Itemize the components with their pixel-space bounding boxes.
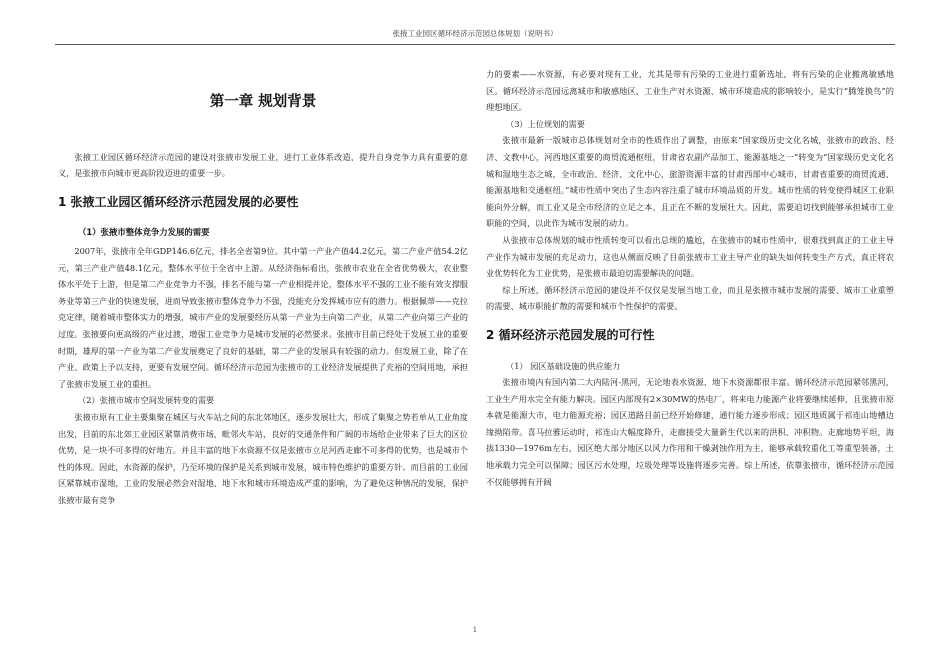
subsection-1-3-paragraph-1: 张掖市最新一版城市总体规划对全市的性质作出了调整，由原来“国家级历史文化名城，张掖市的政治、经济、文教中心，河西地区重要的商贸流通枢纽，甘肃省农副产品加工、能源基地之一”转变为“国家级历史文化名城和湿地生态之城，全市政治、经济、文化中心，旅游资源丰富的甘肃西部中心城市，甘肃省重要的商贸流通、能源基地和交通枢纽。”城市性质中突出了生态内容注重了城市环境品质的开发。城市性质的转变使得城区工业职能向外分解，而工业又是全市经济的立足之本，且正在不断的发展壮大。因此，需要迫切找到能够承担城市工业职能的空间，以此作为城市发展的动力。 — [486, 135, 894, 229]
subsection-2-1-heading: （1） 园区基础设施的供应能力 — [506, 360, 621, 371]
chapter-title: 第一章 规划背景 — [209, 94, 317, 110]
section-2-heading: 2 循环经济示范园发展的可行性 — [486, 327, 655, 342]
header-rule — [55, 44, 895, 45]
left-column — [58, 66, 468, 508]
subsection-1-2-paragraph-continued: 力的要素——水资源，有必要对现有工业，尤其是带有污染的工业进行重新选址，将有污染的企业搬离敏感地区。循环经济示范园远离城市和敏感地区，工业生产对水资源、城市环境造成的影响较小，是实行“腾笼换鸟”的理想地区。 — [486, 69, 894, 113]
page-number: 1 — [472, 626, 478, 634]
section-1-conclusion: 综上所述，循环经济示范园的建设并不仅仅是发展当地工业，而且是张掖市城市发展的需要、城市工业重塑的需要、城市职能扩散的需要和城市个性保护的需要。 — [486, 284, 894, 312]
subsection-1-2-paragraph: 张掖市原有工业主要集聚在城区与火车站之间的东北郊地区，逐步发展壮大，形成了集聚之势若单从工业角度出发，目前的东北郊工业园区紧靠消费市场，毗邻火车站，良好的交通条件和广阔的市场给企业带来了巨大的区位优势，是一块不可多得的好地方。并且丰富的地下水资源不仅是张掖市立足河西走廊不可多得的优势，也是城市个性的体现。因此，水资源的保护，乃至环境的保护是关系到城市发展，城市特色维护的重要方针。而目前的工业园区紧靠城市湿地，工业的发展必然会对湿地、地下水和城市环境造成严重的影响，为了避免这种情况的发展，保护张掖市最有竞争 — [58, 411, 468, 505]
subsection-1-3-heading: （3）上位规划的需要 — [506, 118, 585, 129]
section-1-heading: 1 张掖工业园区循环经济示范园发展的必要性 — [58, 194, 299, 209]
subsection-1-1-heading: （1）张掖市整体竞争力发展的需要 — [78, 227, 210, 238]
right-column — [486, 66, 894, 490]
subsection-1-3-paragraph-2: 从张掖市总体规划的城市性质转变可以看出总规的尴尬，在张掖市的城市性质中，很难找到真正的工业主导产业作为城市发展的充足动力，这也从侧面反映了目前张掖市工业主导产业的缺失如何转变生产方式，真正将农业优势转化为工业优势，是张掖市最迫切需要解决的问题。 — [486, 234, 894, 279]
running-header: 张掖工业园区循环经济示范园总体规划（说明书） — [392, 29, 558, 38]
subsection-1-2-heading: （2）张掖市城市空间发展转变的需要 — [78, 395, 215, 406]
intro-paragraph: 张掖工业园区循环经济示范园的建设对张掖市发展工业，进行工业体系改造，提升自身竞争力具有重要的意义，是张掖市向城市更高阶段迈进的重要一步。 — [58, 151, 468, 179]
subsection-1-1-paragraph: 2007年，张掖市全年GDP146.6亿元，排名全省第9位。其中第一产业产值44.2亿元，第二产业产值54.2亿元，第三产业产值48.1亿元，整体水平位于全省中上游。从经济指标看出，张掖市农业在全省优势极大，农业整体水平处于上游，但是第二产业竞争力不强，排名不能与第一产业相提并论，整体水平不强的工业不能有效支撑服务业等第三产业的快速发展，进而导致张掖市整体竞争力不强，没能充分发挥城市应有的潜力。根据佩蒂——克拉克定律，随着城市整体实力的增强，城市产业的发展要经历从第一产业为主向第二产业，从第二产业向第三产业的过度。张掖要向更高级的产业过渡，增强工业竞争力是城市发展的必然要求。张掖市目前已经处于发展工业的重要时期，雄厚的第一产业为第二产业发展奠定了良好的基础，第二产业的发展具有较强的动力。但发展工业，除了在产业、政策上予以支持，更要有发展空间。循环经济示范园为张掖市的工业经济发展提供了充裕的空间用地，承担了张掖市发展工业的重担。 — [58, 245, 468, 389]
subsection-2-1-paragraph: 张掖市境内有国内第二大内陆河-黑河，无论地表水资源、地下水资源都很丰富。循环经济示范园紧邻黑河，工业生产用水完全有能力解决。园区内部现有2×30MW的热电厂，将来电力能源产业将要继续延伸，且张掖市原本就是能源大市，电力能源充裕；园区道路目前已经开始修建，通行能力逐步形成；园区地质属于祁连山地槽边缘拗陷带。喜马拉雅运动时，祁连山大幅度降升，走廊接受大量新生代以来的洪积、冲积物。走廊地势平坦，海拔1330—1976m左右，园区绝大部分地区以风力作用和干燥剥蚀作用为主，能够承载较重化工等重型装备，土地承载力完全可以保障；园区污水处理，垃圾处理等设施将逐步完善。综上所述，依靠张掖市，循环经济示范园不仅能够拥有开阔 — [486, 377, 894, 487]
